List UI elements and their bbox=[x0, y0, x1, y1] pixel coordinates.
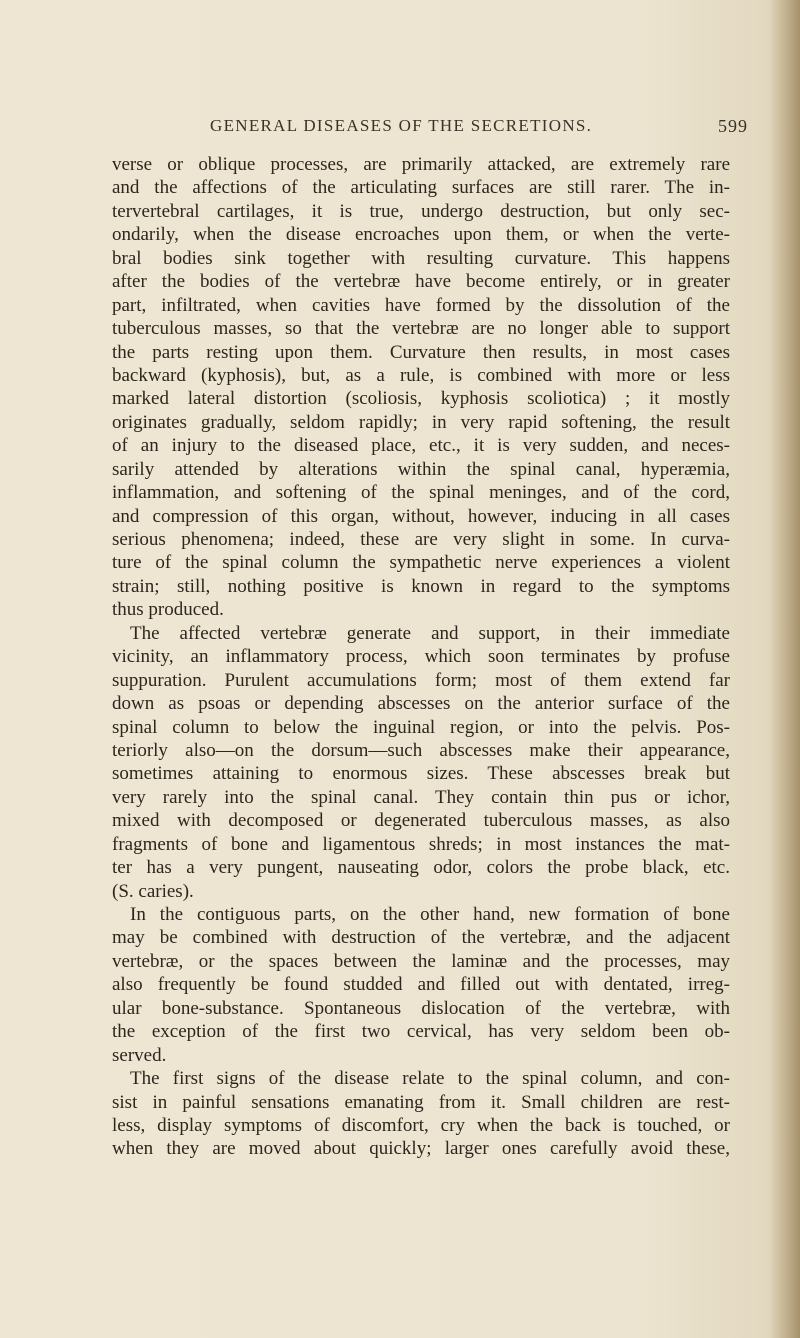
text-line: The affected vertebræ generate and support, in their immediate bbox=[130, 622, 730, 644]
text-line: serious phenomena; indeed, these are very slight in some. In curva- bbox=[112, 529, 730, 550]
text-line: marked lateral distortion (scoliosis, kyphosis scoliotica) ; it mostly bbox=[112, 388, 730, 410]
text-line: sarily attended by alterations within the spinal canal, hyperæmia, bbox=[112, 458, 730, 480]
text-line: and the affections of the articulating surfaces are still rarer. The in- bbox=[112, 177, 730, 199]
text-line: strain; still, nothing positive is known in regard to the symptoms bbox=[112, 575, 730, 597]
text-line: fragments of bone and ligamentous shreds; in most instances the mat- bbox=[112, 833, 730, 855]
text-line: The first signs of the disease relate to the spinal column, and con- bbox=[130, 1068, 730, 1090]
text-line: mixed with decomposed or degenerated tuberculous masses, as also bbox=[112, 810, 730, 832]
text-line: of an injury to the diseased place, etc., it is very sudden, and neces- bbox=[112, 435, 730, 457]
text-line: sometimes attaining to enormous sizes. These abscesses break but bbox=[112, 763, 730, 785]
page-number: 599 bbox=[718, 116, 748, 136]
text-line: down as psoas or depending abscesses on the anterior surface of the bbox=[112, 693, 730, 715]
text-line: served. bbox=[112, 1044, 167, 1066]
text-line: after the bodies of the vertebræ have become entirely, or in greater bbox=[112, 271, 730, 293]
text-line: In the contiguous parts, on the other hand, new formation of bone bbox=[130, 904, 730, 925]
text-line: less, display symptoms of discomfort, cry when the back is touched, or bbox=[112, 1114, 730, 1136]
text-line: thus produced. bbox=[112, 599, 224, 621]
running-title: GENERAL DISEASES OF THE SECRETIONS. bbox=[210, 116, 593, 135]
text-line: part, infiltrated, when cavities have formed by the dissolution of the bbox=[112, 294, 730, 316]
text-line: very rarely into the spinal canal. They contain thin pus or ichor, bbox=[112, 786, 730, 808]
text-line: ular bone-substance. Spontaneous dislocation of the vertebræ, with bbox=[112, 997, 730, 1019]
body-text bbox=[112, 153, 730, 1161]
page-binding-edge bbox=[770, 0, 800, 1338]
text-line: vicinity, an inflammatory process, which soon terminates by profuse bbox=[112, 646, 730, 668]
text-line: backward (kyphosis), but, as a rule, is combined with more or less bbox=[112, 364, 730, 386]
text-line: may be combined with destruction of the vertebræ, and the adjacent bbox=[112, 927, 730, 949]
text-line: bral bodies sink together with resulting curvature. This happens bbox=[112, 247, 730, 269]
text-line: (S. caries). bbox=[112, 880, 194, 902]
text-line: when they are moved about quickly; larger ones carefully avoid these, bbox=[112, 1138, 730, 1160]
text-line: verse or oblique processes, are primarily attacked, are extremely rare bbox=[112, 154, 730, 175]
text-line: teriorly also—on the dorsum—such abscesses make their appearance, bbox=[112, 739, 730, 761]
text-line: vertebræ, or the spaces between the laminæ and the processes, may bbox=[112, 950, 730, 972]
text-line: ter has a very pungent, nauseating odor, colors the probe black, etc. bbox=[112, 857, 730, 879]
text-line: spinal column to below the inguinal region, or into the pelvis. Pos- bbox=[112, 716, 730, 738]
page-header bbox=[0, 116, 800, 140]
text-line: the parts resting upon them. Curvature then results, in most cases bbox=[112, 341, 730, 363]
text-line: ture of the spinal column the sympathetic nerve experiences a violent bbox=[112, 552, 730, 574]
text-line: tervertebral cartilages, it is true, undergo destruction, but only sec- bbox=[112, 200, 730, 222]
text-line: also frequently be found studded and filled out with dentated, irreg- bbox=[112, 974, 730, 996]
text-line: and compression of this organ, without, however, inducing in all cases bbox=[112, 505, 730, 527]
text-line: ondarily, when the disease encroaches upon them, or when the verte- bbox=[112, 224, 730, 246]
text-line: originates gradually, seldom rapidly; in very rapid softening, the result bbox=[112, 411, 730, 433]
text-line: inflammation, and softening of the spinal meninges, and of the cord, bbox=[112, 482, 730, 504]
text-line: tuberculous masses, so that the vertebræ are no longer able to support bbox=[112, 318, 730, 340]
text-line: the exception of the first two cervical, has very seldom been ob- bbox=[112, 1021, 730, 1043]
text-line: sist in painful sensations emanating from it. Small children are rest- bbox=[112, 1091, 730, 1113]
text-line: suppuration. Purulent accumulations form; most of them extend far bbox=[112, 669, 730, 691]
